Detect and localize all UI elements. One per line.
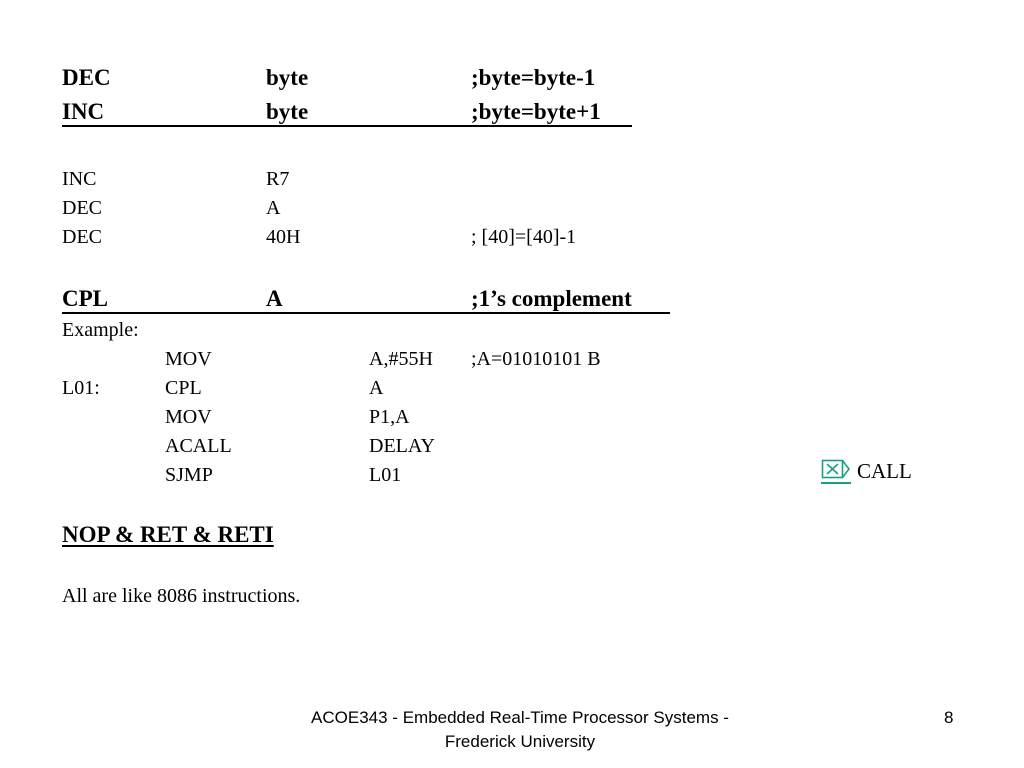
opcode: DEC bbox=[62, 226, 102, 248]
heading-row-cpl bbox=[62, 285, 670, 314]
page-number: 8 bbox=[944, 708, 954, 727]
opcode: INC bbox=[62, 168, 97, 190]
opcode: DEC bbox=[62, 65, 111, 90]
comment: ;1’s complement bbox=[471, 286, 632, 311]
opcode: CPL bbox=[165, 377, 202, 399]
operand: 40H bbox=[266, 226, 301, 248]
operand: DELAY bbox=[369, 435, 435, 457]
operand: byte bbox=[266, 65, 309, 90]
opcode: SJMP bbox=[165, 464, 213, 486]
operand: A,#55H bbox=[369, 348, 433, 370]
operand: L01 bbox=[369, 464, 402, 486]
footer-line-1: ACOE343 - Embedded Real-Time Processor Systems - bbox=[311, 708, 729, 727]
comment: ; [40]=[40]-1 bbox=[471, 226, 577, 248]
operand: P1,A bbox=[369, 406, 410, 428]
footer-line-2: Frederick University bbox=[444, 732, 596, 751]
example-label-text: Example: bbox=[62, 319, 139, 341]
opcode: CPL bbox=[62, 286, 108, 311]
label: L01: bbox=[62, 377, 100, 399]
opcode: DEC bbox=[62, 197, 102, 219]
comment: ;A=01010101 B bbox=[471, 348, 601, 370]
opcode: MOV bbox=[165, 348, 212, 370]
opcode: MOV bbox=[165, 406, 212, 428]
call-link-label[interactable]: CALL bbox=[857, 458, 912, 483]
operand: byte bbox=[266, 99, 309, 124]
operand: A bbox=[266, 286, 283, 311]
comment: ;byte=byte-1 bbox=[471, 65, 596, 90]
opcode: INC bbox=[62, 99, 105, 124]
operand: R7 bbox=[266, 168, 290, 190]
opcode: ACALL bbox=[165, 435, 232, 457]
heading-row-inc bbox=[62, 98, 632, 127]
call-link[interactable] bbox=[821, 458, 912, 484]
comment: ;byte=byte+1 bbox=[471, 99, 601, 124]
operand: A bbox=[369, 377, 384, 399]
summary-text: All are like 8086 instructions. bbox=[62, 585, 301, 607]
link-action-icon[interactable] bbox=[821, 458, 851, 484]
nop-heading-text: NOP & RET & RETI bbox=[62, 522, 274, 547]
footer bbox=[260, 706, 780, 754]
operand: A bbox=[266, 197, 281, 219]
